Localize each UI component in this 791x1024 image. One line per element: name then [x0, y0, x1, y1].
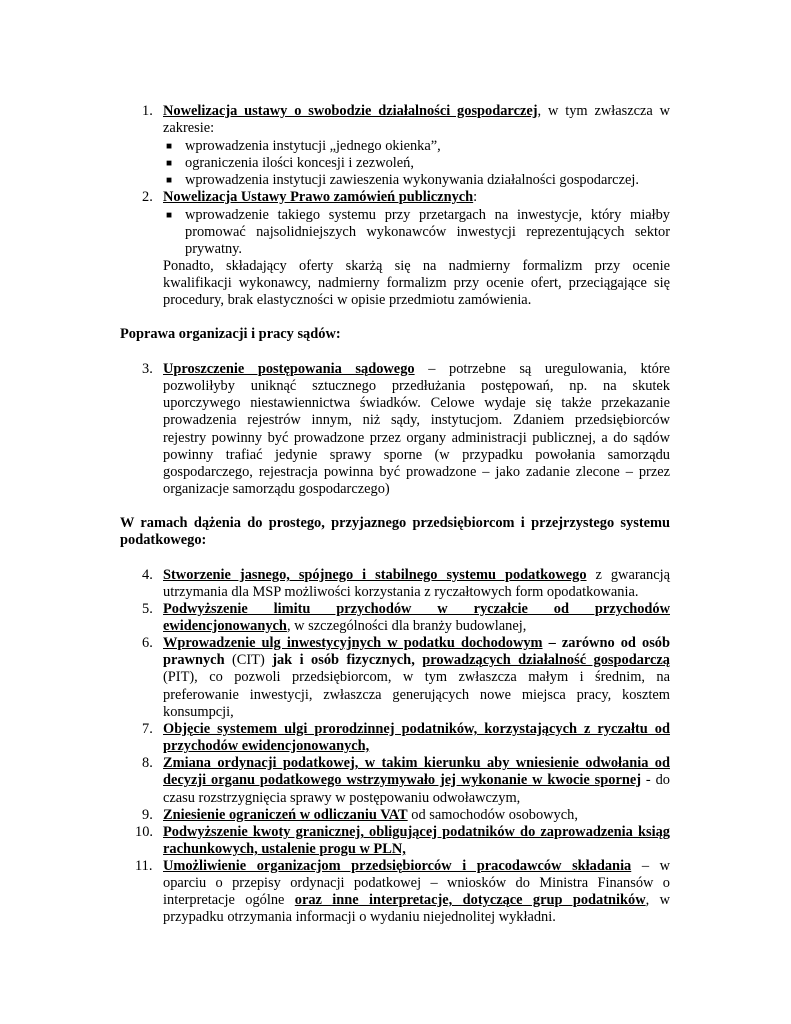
list-item-4-line: Stworzenie jasnego, spójnego i stabilnego systemu podatkowego z gwarancją [163, 567, 670, 583]
list-item-9-line: Zniesienie ograniczeń w odliczaniu VAT od samochodów osobowych, [163, 807, 578, 823]
list-item-11-line: oparciu o przepisy ordynacji podatkowej – wniosków do Ministra Finansów o [163, 875, 670, 891]
item-number: 2. [142, 189, 153, 205]
list-item-1-line: zakresie: [163, 120, 215, 136]
bullet-item: promować najsolidniejszych wykonawców inwestycji reprezentujących sektor [185, 224, 670, 240]
item-number: 7. [142, 721, 153, 737]
item-title: Wprowadzenie ulg inwestycyjnych w podatku dochodowym [163, 635, 543, 651]
item-title: ewidencjonowanych [163, 618, 287, 634]
list-item-8-line: Zmiana ordynacji podatkowej, w takim kierunku aby wniesienie odwołania od [163, 755, 670, 771]
paragraph-line: procedury, brak elastyczności w opisie przedmiotu zamówienia. [163, 292, 532, 308]
list-item-1-line: Nowelizacja ustawy o swobodzie działalności gospodarczej, w tym zwłaszcza w [163, 103, 670, 119]
list-item-3-line: gospodarczego, rejestracja powinna być prowadzone – jako zadanie zlecone – przez [163, 464, 670, 480]
list-item-11-line: przypadku otrzymania informacji o wydaniu niejednolitej wykładni. [163, 909, 556, 925]
item-title: Stworzenie jasnego, spójnego i stabilnego systemu podatkowego [163, 567, 587, 583]
list-item-3-line: uporczywego niestawiennictwa świadków. Celowe wydaje się także przekazanie [163, 395, 670, 411]
list-item-4-line: utrzymania dla MSP możliwości korzystania z ryczałtowych form opodatkowania. [163, 584, 639, 600]
list-item-3-line: powinny trafiać jedynie sprawy sporne (w przypadku powołania samorządu [163, 447, 670, 463]
list-item-6-line: Wprowadzenie ulg inwestycyjnych w podatku dochodowym – zarówno od osób [163, 635, 670, 651]
item-title: Zniesienie ograniczeń w odliczaniu VAT [163, 807, 408, 823]
list-item-3-line: prowadzenia rejestrów innym, niż sądy, instytucjom. Zdaniem przedsiębiorców [163, 412, 670, 428]
item-title: Nowelizacja ustawy o swobodzie działalności gospodarczej [163, 103, 538, 119]
list-item-3-line: rejestry powinny być prowadzone przez organy administracji publicznej, a do sądów [163, 430, 670, 446]
list-item-6-line: preferowanie inwestycji, zwłaszcza generujących nowe miejsca pracy, kosztem [163, 687, 670, 703]
bullet-item: prywatny. [185, 241, 243, 257]
square-bullet-icon: ■ [166, 141, 173, 152]
list-item-10-line: Podwyższenie kwoty granicznej, obligującej podatników do zaprowadzenia ksiąg [163, 824, 670, 840]
item-number: 5. [142, 601, 153, 617]
square-bullet-icon: ■ [166, 210, 173, 221]
item-number: 8. [142, 755, 153, 771]
section-heading: podatkowego: [120, 532, 207, 548]
list-item-8-line: decyzji organu podatkowego wstrzymywało jej wykonanie w kwocie spornej - do [163, 772, 670, 788]
list-item-3-line: pozwoliłyby uniknąć sztucznego przedłużania postępowań, np. na skutek [163, 378, 670, 394]
list-item-6-line: prawnych (CIT) jak i osób fizycznych, prowadzących działalność gospodarczą [163, 652, 670, 668]
item-title: Umożliwienie organizacjom przedsiębiorców i pracodawców składania [163, 858, 632, 874]
section-heading: W ramach dążenia do prostego, przyjaznego przedsiębiorcom i przejrzystego systemu [120, 515, 670, 531]
list-item-5-line: Podwyższenie limitu przychodów w ryczałcie od przychodów [163, 601, 670, 617]
list-item-3-line: organizacje samorządu gospodarczego) [163, 481, 390, 497]
list-item-6-line: konsumpcji, [163, 704, 234, 720]
list-item-11-line: Umożliwienie organizacjom przedsiębiorców i pracodawców składania – w [163, 858, 670, 874]
list-item-2-line: Nowelizacja Ustawy Prawo zamówień publicznych: [163, 189, 478, 205]
section-heading: Poprawa organizacji i pracy sądów: [120, 326, 341, 342]
item-number: 1. [142, 103, 153, 119]
square-bullet-icon: ■ [166, 175, 173, 186]
item-title: Uproszczenie postępowania sądowego [163, 361, 415, 377]
bullet-item: wprowadzenie takiego systemu przy przetargach na inwestycje, który miałby [185, 207, 670, 223]
bullet-item: wprowadzenia instytucji zawieszenia wykonywania działalności gospodarczej. [185, 172, 639, 188]
list-item-7-line: przychodów ewidencjonowanych, [163, 738, 370, 754]
list-item-5-line: ewidencjonowanych, w szczególności dla branży budowlanej, [163, 618, 527, 634]
item-number: 9. [142, 807, 153, 823]
list-item-7-line: Objęcie systemem ulgi prorodzinnej podatników, korzystających z ryczałtu od [163, 721, 670, 737]
item-number: 10. [135, 824, 153, 840]
bullet-item: ograniczenia ilości koncesji i zezwoleń, [185, 155, 414, 171]
item-number: 11. [135, 858, 153, 874]
item-title: Nowelizacja Ustawy Prawo zamówień publicznych [163, 189, 474, 205]
item-number: 6. [142, 635, 153, 651]
paragraph-line: kwalifikacji wykonawcy, nadmierny formalizm przy ocenie ofert, przeciągające się [163, 275, 670, 291]
item-number: 4. [142, 567, 153, 583]
paragraph-line: Ponadto, składający oferty skarżą się na nadmierny formalizm przy ocenie [163, 258, 670, 274]
list-item-8-line: czasu rozstrzygnięcia sprawy w postępowaniu odwoławczym, [163, 790, 521, 806]
item-number: 3. [142, 361, 153, 377]
bullet-item: wprowadzenia instytucji „jednego okienka”, [185, 138, 441, 154]
list-item-6-line: (PIT), co pozwoli przedsiębiorcom, w tym zwłaszcza małym i średnim, na [163, 669, 670, 685]
square-bullet-icon: ■ [166, 158, 173, 169]
list-item-11-line: interpretacje ogólne oraz inne interpretacje, dotyczące grup podatników, w [163, 892, 670, 908]
list-item-3-line: Uproszczenie postępowania sądowego – potrzebne są uregulowania, które [163, 361, 671, 377]
list-item-10-line: rachunkowych, ustalenie progu w PLN, [163, 841, 406, 857]
